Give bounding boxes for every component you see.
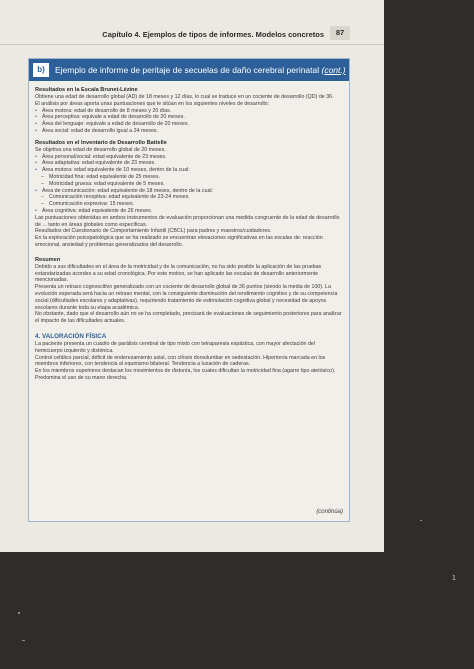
battelle-list (35, 154, 343, 215)
brunet-paragraph: Obtiene una edad de desarrollo global (AD) de 18 meses y 12 días, lo cual se traduce en un cociente de desarrollo (QD) de 36. (35, 94, 334, 100)
valoracion-title: 4. VALORACIÓN FÍSICA (35, 332, 107, 340)
battelle-paragraph: Las puntuaciones obtenidas en ambos instrumentos de evaluación proporcionan una medida congruente de la edad de desarrollo de ... tanto en áreas globales como específicas. (35, 214, 340, 228)
valoracion-paragraph: La paciente presenta un cuadro de parálisis cerebral de tipo mixto con tetraparesia espástica, con mayor afectación del hemicuerpo izquierdo y distónica. (35, 340, 316, 354)
sub-list-item: – Comunicación receptiva: edad equivalente de 23-24 meses. (35, 194, 343, 201)
continued-label: (continúa) (316, 509, 343, 515)
battelle-paragraph: Se objetiva una edad de desarrollo global de 20 meses. (35, 146, 166, 153)
list-item: • Área de comunicación: edad equivalente de 18 meses, dentro de la cual: (35, 188, 343, 195)
page-header (0, 0, 384, 45)
page-number: 87 (330, 26, 350, 40)
dust-speck (18, 612, 20, 614)
battelle-paragraph: En la exploración psicopatológica que se ha realizado se encuentran elevaciones significativas en las escalas de: reacción emocional, ansiedad y problemas generalizados del desarrollo. (35, 235, 323, 248)
dust-speck (22, 640, 25, 641)
dust-speck (420, 520, 422, 521)
box-heading-bar (29, 59, 349, 81)
list-item: • Área cognitiva: edad equivalente de 26 meses. (35, 208, 343, 215)
box-heading (55, 63, 346, 77)
list-item: • Área perceptiva: equivale a edad de desarrollo de 20 meses. (35, 114, 343, 121)
box-heading-text: Ejemplo de informe de peritaje de secuelas de daño cerebral perinatal (55, 65, 322, 75)
sub-list-item: – Motricidad fina: edad equivalente de 25 meses. (35, 174, 343, 181)
box-tag: b) (33, 63, 49, 77)
box-heading-cont: (cont.) (321, 65, 346, 75)
resumen-paragraph: Presenta un retraso cognoscitivo generalizado con un cociente de desarrollo global de 36 puntos (siendo la media de 100). La evolución esperada será hacia un retraso mental, con la consiguiente disminución del rendimiento cognitivo y de su competencia social (dificultades escolares y adaptativas), requiriendo tratamiento de estimulación cognitiva global y necesidad de apoyos escolares durante toda su etapa académica. (35, 284, 338, 311)
list-item: • Área personal/social: edad equivalente de 23 meses. (35, 154, 343, 161)
valoracion-paragraph: Control cefálico parcial, déficit de enderezamiento axial, con cifosis dorsolumbar en sedestación. Hipertonía marcada en los miembros inferiores, con tendencia al equinismo bilateral. Tendencia a luxación de caderas. (35, 354, 326, 368)
example-box (28, 58, 350, 522)
box-content (35, 86, 343, 382)
resumen-paragraph: Debido a sus dificultades en el área de la motricidad y de la comunicación, no ha sido posible la aplicación de las pruebas estandarizadas acordes a su edad cronológica. Por este motivo, se han aplicado las escalas de desarrollo anteriormente mencionadas. (35, 263, 322, 284)
battelle-title: Resultados en el Inventario de Desarrollo Battelle (35, 139, 167, 146)
list-item: • Área social: edad de desarrollo igual a 24 meses. (35, 128, 343, 135)
brunet-paragraph: El análisis por áreas aporta unas puntuaciones que le sitúan en los siguientes niveles de desarrollo: (35, 100, 270, 107)
valoracion-paragraph: En los miembros superiores destacan los movimientos de distonía, los cuales dificultan la motricidad fina (agarre tipo atetósico). Predomina el uso de su mano derecha. (35, 368, 336, 381)
brunet-list (35, 108, 343, 135)
list-item: • Área del lenguaje: equivale a edad de desarrollo de 20 meses. (35, 121, 343, 128)
chapter-title: Capítulo 4. Ejemplos de tipos de informes. Modelos concretos (102, 30, 324, 39)
resumen-title: Resumen (35, 256, 61, 263)
sub-list-item: – Comunicación expresiva: 15 meses. (35, 201, 343, 208)
resumen-paragraph: No obstante, dado que el desarrollo aún no se ha completado, precisará de evaluaciones de seguimiento posteriores para analizar el impacto de las dificultades actuales. (35, 311, 342, 325)
list-item: • Área motora: edad de desarrollo de 8 meses y 20 días. (35, 108, 343, 115)
sub-list-item: – Motricidad gruesa: edad equivalente de 5 meses. (35, 181, 343, 188)
battelle-paragraph: Resultados del Cuestionario de Comportamiento Infantil (CBCL) para padres y maestros/cuidadores. (35, 228, 272, 235)
brunet-title: Resultados en la Escala Brunet-Lézine (35, 87, 138, 93)
margin-mark: 1 (452, 575, 456, 582)
list-item: • Área adaptativa: edad equivalente de 23 meses. (35, 160, 343, 167)
list-item: • Área motora: edad equivalente de 10 meses, dentro de la cual: (35, 167, 343, 174)
